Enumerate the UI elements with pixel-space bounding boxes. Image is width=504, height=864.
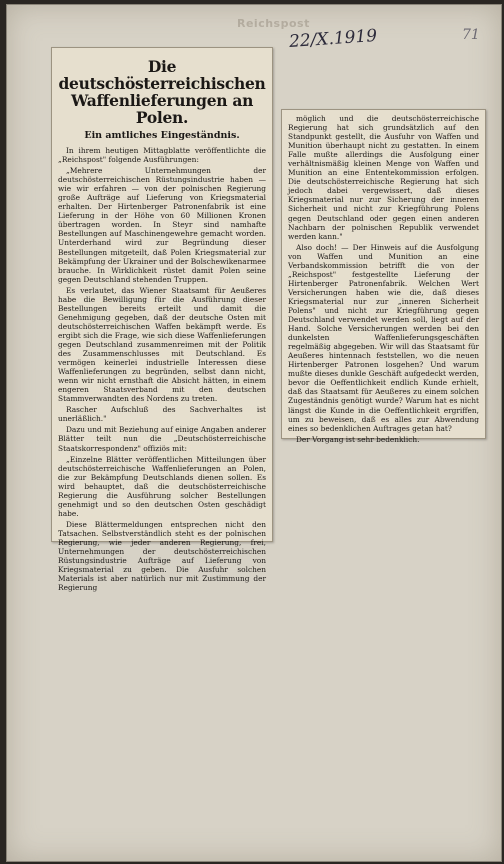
handwritten-date: 22/X.1919 [288, 25, 378, 53]
paragraph: Es verlautet, das Wiener Staatsamt für Aeußeres habe die Bewilligung für die Ausführung dieser Bestellungen bereits erteilt und damit die Genehmigung gegeben, daß der deutsche Osten mit deutschösterreichischen Waffen bekämpft werde. Es ergibt sich die Frage, wie sich diese Waffenlieferungen gegen Deutschland zusammenreimen mit der Politik des Zusammenschlusses mit Deutschland. Es vermögen keinerlei industrielle Interessen diese Waffenlieferungen zu begründen, selbst dann nicht, wenn wir nicht ernsthaft die Absicht hätten, in einem engeren Staatsverband mit den deutschen Stammverwandten des Nordens zu treten. [58, 285, 266, 404]
stamp-watermark: Reichspost [237, 17, 310, 30]
clipping-right-column [281, 109, 486, 444]
article-title: Die deutschösterreichischen Waffenlieferungen an Polen. [58, 57, 266, 127]
paragraph: Dazu und mit Beziehung auf einige Angaben anderer Blätter teilt nun die „Deutschösterreichische Staatskorrespondenz" offiziös mit: [58, 425, 266, 453]
page-number: 71 [462, 27, 480, 43]
paragraph: Rascher Aufschluß des Sachverhaltes ist unerläßlich." [58, 405, 266, 424]
paragraph: „Einzelne Blätter veröffentlichen Mitteilungen über deutschösterreichische Waffenlieferungen an Polen, die zur Bekämpfung Deutschlands dienen sollen. Es wird behauptet, daß die deutschösterreichische Regierung die Ausführung solcher Bestellungen genehmigt und so den deutschen Osten geschädigt habe. [58, 454, 266, 518]
article-subtitle: Ein amtliches Eingeständnis. [84, 130, 240, 141]
paragraph: In ihrem heutigen Mittagblatte veröffentlichte die „Reichspost" folgende Ausführungen: [58, 146, 266, 165]
paragraph: Der Vorgang ist sehr bedenklich. [296, 434, 420, 444]
paragraph: Also doch! — Der Hinweis auf die Ausfolgung von Waffen und Munition an eine Verbandskommission betrifft die von der „Reichspost" festgestellte Lieferung der Hirtenberger Patronenfabrik. Welchen Wert Versicherungen haben wie die, daß dieses Kriegsmaterial nur zur „inneren Sicherheit Polens" und nicht zur Kriegführung gegen Deutschland verwendet werden soll, liegt auf der Hand. Solche Versicherungen werden bei den dunkelsten Waffenlieferungsgeschäften regelmäßig abgegeben. Wir will das Staatsamt für Aeußeres hintennach feststellen, wo die neuen Hirtenberger Patronen losgehen? Und warum mußte dieses dunkle Geschäft aufgedeckt werden, bevor die Oeffentlichkeit endlich Kunde erhielt, daß das Staatsamt für Aeußeres zu einem solchen Zugeständnis genötigt wurde? Warum hat es nicht längst die Kunde in die Oeffentlichkeit ergriffen, um zu beweisen, daß es alles zur Abwendung eines so bedenklichen Auftrages getan hat? [288, 242, 479, 433]
paragraph: Diese Blättermeldungen entsprechen nicht den Tatsachen. Selbstverständlich steht es der polnischen Regierung, wie jeder anderen Regierung, frei, Unternehmungen der deutschösterreichischen Rüstungsindustrie Aufträge auf Lieferung von Kriegsmaterial zu geben. Die Ausfuhr solchen Materials ist aber natürlich nur mit Zustimmung der Regierung [58, 519, 266, 593]
paragraph: möglich und die deutschösterreichische Regierung hat sich grundsätzlich auf den Standpunkt gestellt, die Ausfuhr von Waffen und Munition überhaupt nicht zu gestatten. In einem Falle mußte allerdings die Ausfolgung einer verhältnismäßig kleinen Menge von Waffen und Munition an eine Ententekommission erfolgen. Die deutschösterreichische Regierung hat sich jedoch dabei vergewissert, daß dieses Kriegsmaterial nur zur Sicherung der inneren Sicherheit und nicht zur Kriegführung Polens gegen Deutschland oder gegen einen anderen Nachbarn der polnischen Republik verwendet werden kann." [288, 114, 479, 241]
clipping-left-column [51, 47, 273, 593]
paragraph: „Mehrere Unternehmungen der deutschösterreichischen Rüstungsindustrie haben — wie wir erfahren — von der polnischen Regierung große Aufträge auf Lieferung von Kriegsmaterial erhalten. Der Hirtenberger Patronenfabrik ist eine Lieferung in der Höhe von 60 Millionen Kronen übertragen worden. In Steyr sind namhafte Bestellungen auf Maschinengewehre gemacht worden. Unterderhand wird zur Begründung dieser Bestellungen mitgeteilt, daß Polen Kriegsmaterial zur Bekämpfung der Ukrainer und der Bolschewikenarmee brauche. In Wirklichkeit rüstet damit Polen seine gegen Deutschland stehenden Truppen. [58, 166, 266, 284]
